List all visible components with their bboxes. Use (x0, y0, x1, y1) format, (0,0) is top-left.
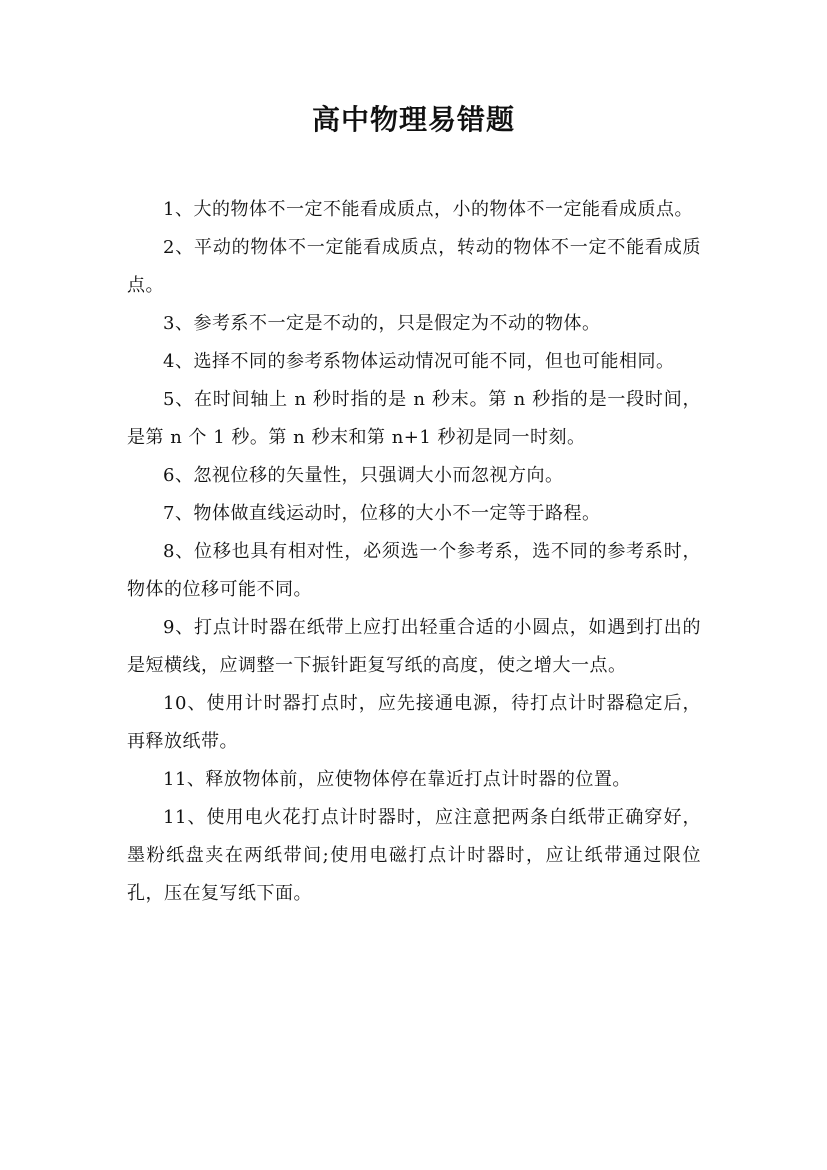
paragraph-1: 1、大的物体不一定不能看成质点，小的物体不一定能看成质点。 (163, 199, 693, 220)
paragraph-8: 8、位移也具有相对性，必须选一个参考系，选不同的参考系时，物体的位移可能不同。 (127, 541, 701, 600)
paragraph-2: 2、平动的物体不一定能看成质点，转动的物体不一定不能看成质点。 (127, 237, 701, 296)
paragraph-9: 9、打点计时器在纸带上应打出轻重合适的小圆点，如遇到打出的是短横线，应调整一下振针距复写纸的高度，使之增大一点。 (127, 617, 701, 676)
paragraph-6: 6、忽视位移的矢量性，只强调大小而忽视方向。 (163, 465, 564, 486)
paragraph-11: 11、释放物体前，应使物体停在靠近打点计时器的位置。 (163, 769, 631, 790)
paragraph-5: 5、在时间轴上 n 秒时指的是 n 秒末。第 n 秒指的是一段时间，是第 n 个 1 秒。第 n 秒末和第 n+1 秒初是同一时刻。 (127, 389, 701, 448)
paragraph-4: 4、选择不同的参考系物体运动情况可能不同，但也可能相同。 (163, 351, 675, 372)
document-body (127, 191, 701, 913)
document-title: 高中物理易错题 (311, 103, 515, 136)
paragraph-10: 10、使用计时器打点时，应先接通电源，待打点计时器稳定后，再释放纸带。 (127, 693, 701, 752)
paragraph-7: 7、物体做直线运动时，位移的大小不一定等于路程。 (163, 503, 601, 524)
paragraph-3: 3、参考系不一定是不动的，只是假定为不动的物体。 (163, 313, 601, 334)
paragraph-12: 11、使用电火花打点计时器时，应注意把两条白纸带正确穿好，墨粉纸盘夹在两纸带间;使用电磁打点计时器时，应让纸带通过限位孔，压在复写纸下面。 (127, 807, 701, 904)
